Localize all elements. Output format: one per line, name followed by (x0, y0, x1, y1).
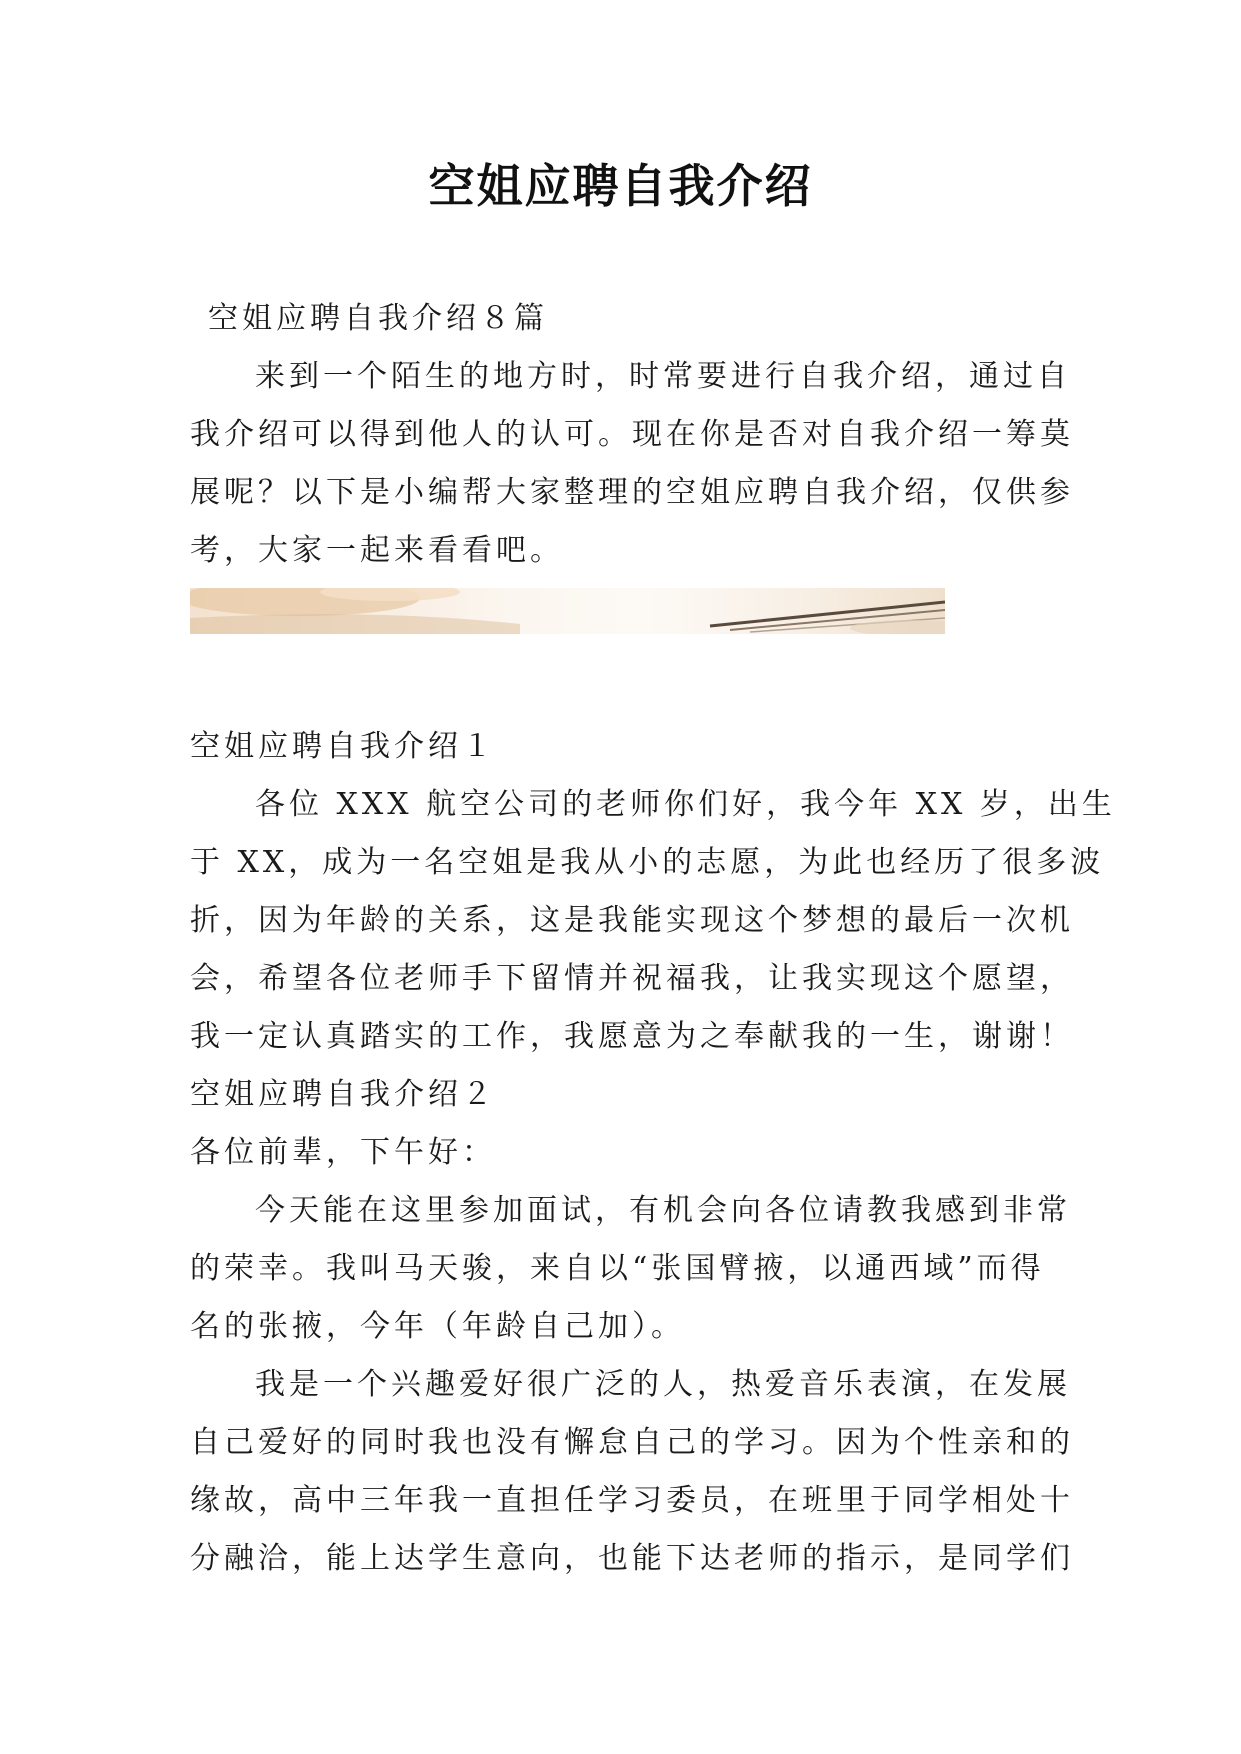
intro-line: 展呢？以下是小编帮大家整理的空姐应聘自我介绍，仅供参 (190, 475, 1074, 510)
intro-line: 来到一个陌生的地方时，时常要进行自我介绍，通过自 (255, 359, 1071, 394)
section2-line: 自己爱好的同时我也没有懈怠自己的学习。因为个性亲和的 (190, 1425, 1074, 1460)
section2-line: 的荣幸。我叫马天骏，来自以“张国臂掖，以通西域”而得 (190, 1251, 1045, 1286)
section2-line: 缘故，高中三年我一直担任学习委员，在班里于同学相处十 (190, 1483, 1074, 1518)
document-subtitle: 空姐应聘自我介绍８篇 (208, 301, 548, 336)
section1-line: 我一定认真踏实的工作，我愿意为之奉献我的一生，谢谢！ (190, 1019, 1074, 1054)
section1-line: 于 XX，成为一名空姐是我从小的志愿，为此也经历了很多波 (190, 845, 1105, 880)
section2-line: 分融洽，能上达学生意向，也能下达老师的指示，是同学们 (190, 1541, 1074, 1576)
section2-line: 我是一个兴趣爱好很广泛的人，热爱音乐表演，在发展 (255, 1367, 1071, 1402)
banner-image (190, 588, 945, 634)
section2-line: 名的张掖，今年（年龄自己加）。 (190, 1309, 685, 1344)
greeting-line: 各位前辈，下午好： (190, 1135, 496, 1170)
section-heading: 空姐应聘自我介绍１ (190, 729, 496, 764)
section1-line: 各位 XXX 航空公司的老师你们好，我今年 XX 岁，出生 (255, 787, 1116, 822)
section1-line: 会，希望各位老师手下留情并祝福我，让我实现这个愿望， (190, 961, 1074, 996)
section1-line: 折，因为年龄的关系，这是我能实现这个梦想的最后一次机 (190, 903, 1074, 938)
document-body (190, 290, 1116, 1588)
page-title: 空姐应聘自我介绍 (428, 159, 813, 213)
intro-line: 我介绍可以得到他人的认可。现在你是否对自我介绍一筹莫 (190, 417, 1074, 452)
section-heading: 空姐应聘自我介绍２ (190, 1077, 496, 1112)
section2-line: 今天能在这里参加面试，有机会向各位请教我感到非常 (255, 1193, 1071, 1228)
intro-line: 考，大家一起来看看吧。 (190, 533, 564, 568)
